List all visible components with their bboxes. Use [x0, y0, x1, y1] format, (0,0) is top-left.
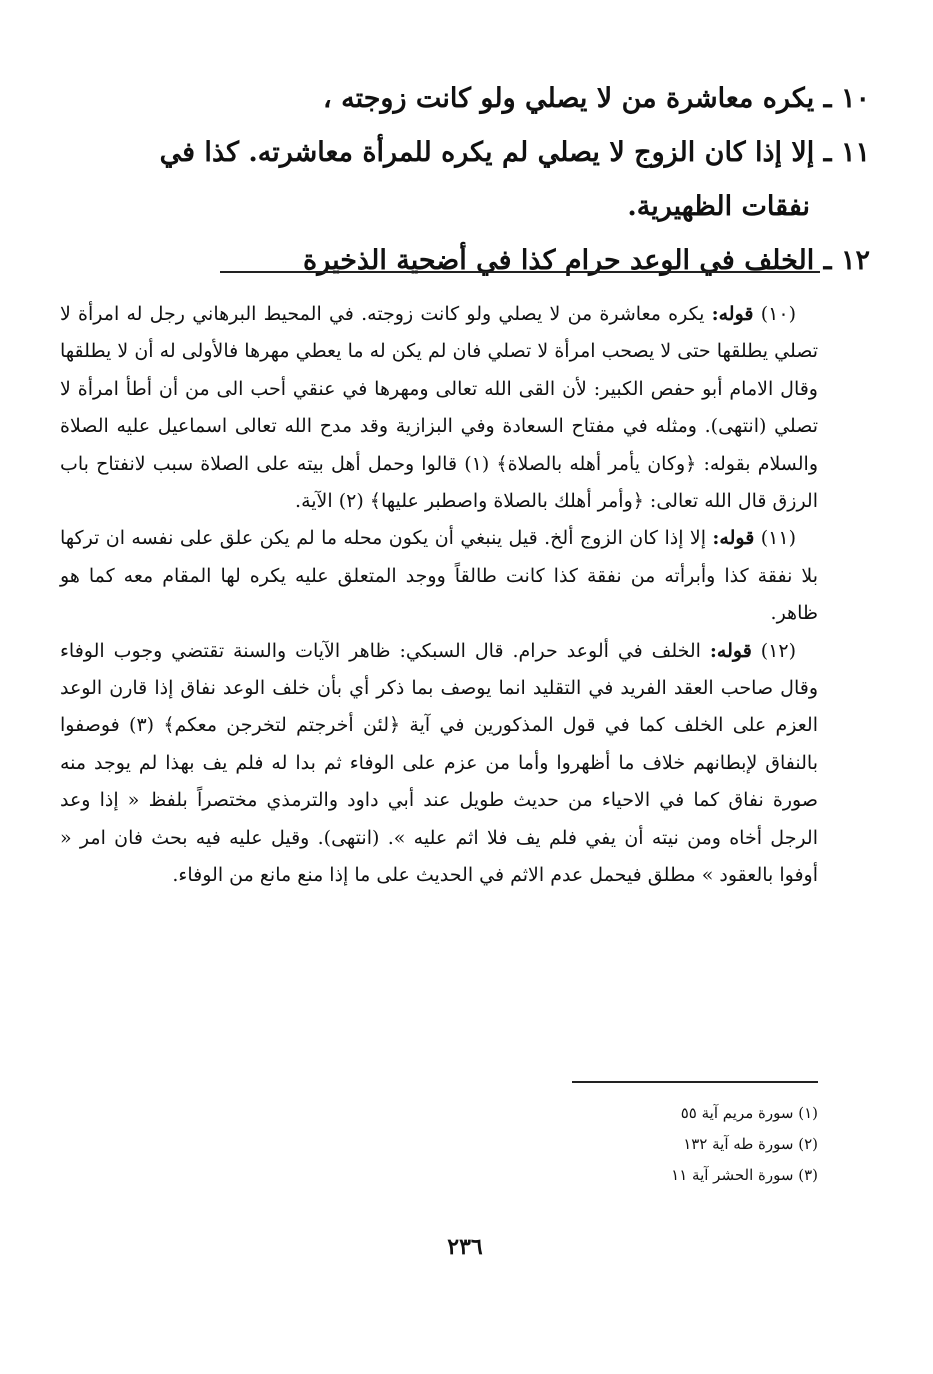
page-number: ٢٣٦ [447, 1234, 483, 1260]
matn-line: ١١ ـ إلا إذا كان الزوج لا يصلي لم يكره للمرأة معاشرته. كذا في [159, 137, 870, 168]
commentary-number: (١٠) [760, 303, 796, 325]
footnote-divider [572, 1081, 818, 1083]
commentary-keyword: قوله: [712, 527, 755, 550]
commentary-text: الخلف في ألوعد حرام. قال السبكي: ظاهر الآيات والسنة تقتضي وجوب الوفاء وقال صاحب العقد الفريد في التقليد انما يوصف بما ذكر أي بأن خلف الوعد نفاق إذا قارن الوعد العزم على الخلف كما في قول المذكورين في آية ﴿لئن أخرجتم لتخرجن معكم﴾ (٣) فوصفوا بالنفاق لإبطانهم خلاف ما أظهروا وأما من عزم على الوفاء ثم بدا له فلم يف بهذا لم يوجد منه صورة نفاق كما في الاحياء من حديث طويل عند أبي داود والترمذي مختصراً بلفظ « إذا وعد الرجل أخاه ومن نيته أن يفي فلم يف فلا اثم عليه ». (انتهى). وقيل عليه فيه بحث فان امر « أوفوا بالعقود » مطلق فيحمل عدم الاثم في الحديث على ما إذا منع مانع من الوفاء. [60, 639, 818, 887]
commentary-keyword: قوله: [709, 639, 752, 662]
commentary-number: (١٢) [760, 639, 796, 662]
footnote: (٣) سورة الحشر آية ١١ [671, 1166, 818, 1184]
commentary [60, 296, 818, 895]
footnote: (١) سورة مريم آية ٥٥ [680, 1104, 818, 1122]
commentary-text: إلا إذا كان الزوج ألخ. قيل ينبغي أن يكون محله ما لم يكن علق على نفسه ان تركها بلا نفقة كذا وأبرأته من نفقة كذا كانت طالقاً ووجد المتعلق عليه يكره لها المقام معه كما هو ظاهر. [60, 527, 818, 625]
footnotes [500, 1098, 818, 1191]
commentary-paragraph [60, 520, 818, 632]
commentary-text: يكره معاشرة من لا يصلي ولو كانت زوجته. في المحيط البرهاني رجل له امرأة لا تصلي يطلقها حتى لا يصحب امرأة لا تصلي فان لم يكن له ما يعطي مهرها فالأولى له أن لا يطلقها وقال الامام أبو حفص الكبير: لأن القى الله تعالى ومهرها في عنقي أحب الى من أن أطأ امرأة لا تصلي (انتهى). ومثله في مفتاح السعادة وفي البزازية وقد مدح الله تعالى اسماعيل عليه الصلاة والسلام بقوله: ﴿وكان يأمر أهله بالصلاة﴾ (١) قالوا وحمل أهل بيته على الصلاة سبب لانفتاح باب الرزق قال الله تعالى: ﴿وأمر أهلك بالصلاة واصطبر عليها﴾ (٢) الآية. [60, 303, 818, 513]
main-text-divider [220, 271, 820, 273]
matn-line: نفقات الظهيرية. [627, 191, 810, 222]
commentary-number: (١١) [760, 527, 796, 550]
main-text [60, 72, 870, 288]
matn-line: ١٢ ـ الخلف في الوعد حرام كذا في أضحية الذخيرة [303, 245, 870, 276]
footnote: (٢) سورة طه آية ١٣٢ [683, 1135, 818, 1153]
commentary-paragraph [60, 633, 818, 895]
commentary-keyword: قوله: [711, 303, 754, 325]
commentary-paragraph [60, 296, 818, 520]
matn-line: ١٠ ـ يكره معاشرة من لا يصلي ولو كانت زوجته ، [323, 83, 870, 114]
